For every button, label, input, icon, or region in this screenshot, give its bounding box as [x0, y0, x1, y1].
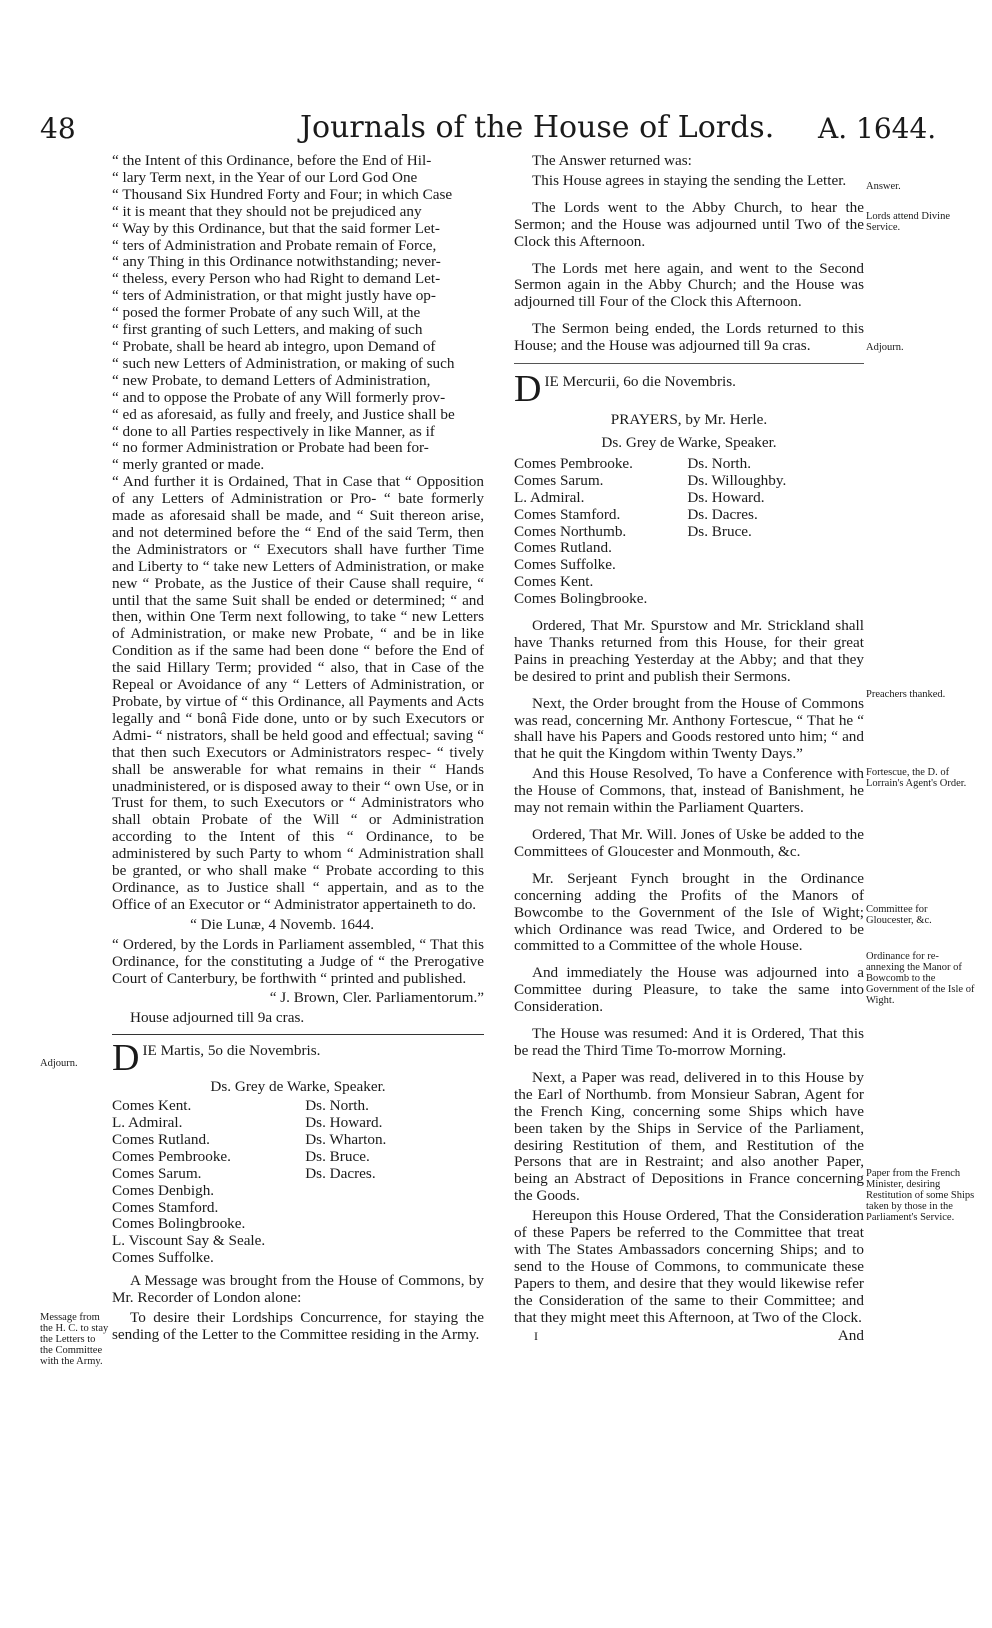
catchword: And: [837, 1327, 864, 1345]
paper-paragraph: Next, a Paper was read, delivered in to this House by the Earl of Northumb. from Monsieur Sabran, Agent for the French King, concerning some Ships which have been taken by the Ships in Service of the Parliament, desiring Restitution of them, and Restitution of the Persons that are in Restraint; and also another Paper, being an Abstract of Depositions in France concerning the Goods.: [514, 1068, 864, 1205]
prayers-line: PRAYERS, by Mr. Herle.: [610, 411, 768, 429]
sermon-ended-paragraph: The Sermon being ended, the Lords returned to this House; and the House was adjourned till 9a cras.: [514, 320, 864, 355]
speaker-line: Ds. Grey de Warke, Speaker.: [210, 1078, 386, 1096]
page-number: 48: [40, 112, 76, 145]
lords-went-paragraph: The Lords went to the Abby Church, to hear the Sermon; and the House was adjourned until Two of the Clock this Afternoon.: [514, 198, 864, 250]
margin-note-answer: Answer.: [866, 181, 901, 192]
attendance-name: Comes Rutland.: [112, 1130, 210, 1148]
attendance-name: Comes Pembrooke.: [514, 454, 633, 472]
adjourned-line: House adjourned till 9a cras.: [130, 1009, 305, 1027]
attendance-name: Ds. Dacres.: [687, 505, 758, 523]
attendance-name: Comes Kent.: [112, 1097, 192, 1115]
attendance-name: L. Admiral.: [112, 1114, 183, 1132]
ordinance-paragraph-2: “ And further it is Ordained, That in Case that “ Opposition of any Letters of Administration or Pro- “ bate formerly made as aforesaid shall be made, and “ Suit thereon arise, and not determined before the “ End of the said Term, then the Administrators or “ Executors shall have further Time and Liberty to “ take new Letters of Administration, or make new “ Probate, as the Justice of their Cause shall require, “ until that the same Suit shall be ended or determined; “ and then, within One Term next following, to take “ new Letters of Administration, or make new Probate, “ and be in like Condition as if the same had been done “ before the End of the said Hillary Term; provided “ also, that in Case of the Repeal or Avoidance of any “ Letters of Administration, or Probate, by virtue of “ this Ordinance, all Payments and Acts legally and “ bonâ Fide done, unto or by such Executors or Admi- “ nistrators, shall be held good and effectual; saving “ that then such Executors or Administrators respec- “ tively shall be answerable for what remains in their “ Hands unadministered, or is disposed away to their “ own Use, or in Trust for them, to such Executors or “ Administrators who shall obtain Probate of the Will “ or Administration according to the Intent of this “ Ordinance, to be administered by such Party to whom “ Administration shall be granted, or who shall make “ Probate according to this Ordinance, as to Justice shall “ appertain, and as to the Office of an Executor or “ Administrator appertaineth to do.: [112, 473, 484, 913]
ordinance-line: “ Thousand Six Hundred Forty and Four; in which Case: [112, 185, 453, 203]
ordinance-line: “ merly granted or made.: [112, 456, 265, 474]
attendance-name: Comes Sarum.: [514, 471, 604, 489]
dropcap-d: D: [514, 368, 542, 411]
margin-note-paper: Paper from the French Minister, desiring Restitution of some Ships taken by those in the Parliament's Service.: [866, 1168, 975, 1223]
day-heading: [112, 1037, 484, 1080]
attendance-name: Ds. Howard.: [687, 488, 765, 506]
ordinance-line: “ any Thing in this Ordinance notwithstanding; never-: [112, 253, 441, 271]
ordinance-line: “ new Probate, to demand Letters of Administration,: [112, 371, 431, 389]
ordinance-line: “ ters of Administration and Probate remain of Force,: [112, 236, 437, 254]
ordinance-line: “ it is meant that they should not be prejudiced any: [112, 202, 422, 220]
ordinance-line: “ no former Administration or Probate had been for-: [112, 439, 429, 457]
attendance-list: [112, 1098, 484, 1267]
ordinance-line: “ Probate, shall be heard ab integro, upon Demand of: [112, 337, 436, 355]
ordinance-lines: [112, 153, 484, 474]
attendance-name: L. Viscount Say & Seale.: [112, 1232, 266, 1250]
attendance-name: Comes Rutland.: [514, 539, 612, 557]
speaker-line: Ds. Grey de Warke, Speaker.: [601, 433, 777, 451]
clerk-signature: “ J. Brown, Cler. Parliamentorum.”: [269, 989, 484, 1007]
dropcap-d: D: [112, 1037, 140, 1080]
journal-title: Journals of the House of Lords.: [300, 110, 775, 145]
ordinance-line: “ the Intent of this Ordinance, before the End of Hil-: [112, 152, 432, 169]
hereupon-paragraph: Hereupon this House Ordered, That the Consideration of these Papers be referred to the Committee that treat with The States Ambassadors concerning Ships; and to send to the House of Commons, to communicate these Papers to them, and desire that they would likewise refer the Consideration of the same to their Committee; and that they might meet this Afternoon, at Two of the Clock.: [514, 1207, 864, 1326]
margin-note-adjourn-right: Adjourn.: [866, 342, 904, 353]
answer-text: This House agrees in staying the sending the Letter.: [532, 171, 847, 189]
attendance-name: Ds. Dacres.: [305, 1164, 376, 1182]
day-heading: [514, 368, 864, 411]
preachers-paragraph: Ordered, That Mr. Spurstow and Mr. Strickland shall have Thanks returned from this House, for their great Pains in preaching Yesterday at the Abby; and that they be desired to print and publish their Sermons.: [514, 617, 864, 685]
margin-note-message: Message from the H. C. to stay the Letters to the Committee with the Army.: [40, 1312, 109, 1367]
attendance-name: Comes Stamford.: [514, 505, 621, 523]
attendance-name: Comes Denbigh.: [112, 1181, 215, 1199]
resolved-paragraph: And this House Resolved, To have a Conference with the House of Commons, that, instead of Banishment, he may not remain within the Parliament Quarters.: [514, 765, 864, 817]
attendance-name: Ds. Bruce.: [305, 1147, 370, 1165]
attendance-name: Ds. Bruce.: [687, 522, 752, 540]
attendance-name: Comes Suffolke.: [112, 1249, 214, 1267]
signature-mark: I: [534, 1329, 538, 1344]
margin-note-lords-attend: Lords attend Divine Service.: [866, 211, 950, 233]
ordinance-line: “ ters of Administration, or that might justly have op-: [112, 287, 436, 305]
date-line: “ Die Lunæ, 4 Novemb. 1644.: [190, 915, 374, 933]
attendance-left: [514, 456, 647, 608]
section-divider: [514, 363, 864, 364]
attendance-name: Comes Bolingbrooke.: [514, 590, 648, 608]
margin-note-ordinance: Ordinance for re-annexing the Manor of Bowcomb to the Government of the Isle of Wight.: [866, 951, 975, 1006]
attendance-name: Ds. Willoughby.: [687, 471, 787, 489]
answer-returned: The Answer returned was:: [532, 152, 692, 169]
ordinance-line: “ ed as aforesaid, as fully and freely, and Justice shall be: [112, 405, 455, 423]
attendance-name: Comes Pembrooke.: [112, 1147, 231, 1165]
attendance-right: [305, 1098, 386, 1267]
attendance-name: Comes Sarum.: [112, 1164, 202, 1182]
fynch-paragraph: Mr. Serjeant Fynch brought in the Ordinance concerning adding the Profits of the Manors of Bowcombe to the Government of the Isle of Wight; which Ordinance was read Twice, and Ordered to be committed to a Committee of the whole House.: [514, 869, 864, 955]
ordinance-line: “ theless, every Person who had Right to demand Let-: [112, 270, 441, 288]
margin-note-fortescue: Fortescue, the D. of Lorrain's Agent's Order.: [866, 767, 967, 789]
ordinance-line: “ such new Letters of Administration, or making of such: [112, 354, 455, 372]
committee-paragraph: And immediately the House was adjourned into a Committee during Pleasure, to take the same into Consideration.: [514, 964, 864, 1016]
margin-note-preachers: Preachers thanked.: [866, 689, 946, 700]
attendance-name: Comes Northumb.: [514, 522, 627, 540]
attendance-name: L. Admiral.: [514, 488, 585, 506]
year-label: A. 1644.: [818, 112, 937, 145]
ordinance-line: “ done to all Parties respectively in like Manner, as if: [112, 422, 435, 440]
attendance-left: [112, 1098, 265, 1267]
fortescue-paragraph: Next, the Order brought from the House of Commons was read, concerning Mr. Anthony Fortescue, “ That he “ shall have his Papers and Goods restored unto him; “ and that he quit the Kingdom within Twenty Days.”: [514, 694, 864, 763]
attendance-list: [514, 456, 864, 608]
attendance-name: Ds. Wharton.: [305, 1130, 387, 1148]
ordinance-line: “ Way by this Ordinance, but that the said former Let-: [112, 219, 440, 237]
right-column: [514, 153, 864, 1346]
attendance-name: Comes Stamford.: [112, 1198, 219, 1216]
day-heading-text: IE Mercurii, 6o die Novembris.: [544, 373, 736, 391]
attendance-name: Comes Bolingbrooke.: [112, 1215, 246, 1233]
attendance-right: [687, 456, 786, 608]
ordered-paragraph: “ Ordered, by the Lords in Parliament assembled, “ That this Ordinance, for the constituting a Judge of “ the Prerogative Court of Canterbury, be forthwith “ printed and published.: [112, 935, 484, 987]
left-column: [112, 153, 484, 1344]
ordinance-line: “ first granting of such Letters, and making of such: [112, 321, 423, 339]
attendance-name: Comes Kent.: [514, 573, 594, 591]
attendance-name: Ds. North.: [687, 454, 752, 472]
ordinance-line: “ posed the former Probate of any such Will, at the: [112, 304, 421, 322]
margin-note-committee: Committee for Gloucester, &c.: [866, 904, 932, 926]
attendance-name: Ds. North.: [305, 1097, 369, 1115]
attendance-name: Ds. Howard.: [305, 1114, 383, 1132]
margin-note-adjourn: Adjourn.: [40, 1058, 78, 1069]
lords-met-paragraph: The Lords met here again, and went to the Second Sermon again in the Abby Church; and the House was adjourned till Four of the Clock this Afternoon.: [514, 259, 864, 311]
message-paragraph: A Message was brought from the House of Commons, by Mr. Recorder of London alone:: [112, 1272, 484, 1307]
section-divider: [112, 1034, 484, 1035]
desire-paragraph: To desire their Lordships Concurrence, for staying the sending of the Letter to the Committee residing in the Army.: [112, 1309, 484, 1343]
attendance-name: Comes Suffolke.: [514, 556, 616, 574]
ordinance-line: “ and to oppose the Probate of any Will formerly prov-: [112, 388, 446, 406]
day-heading-text: IE Martis, 5o die Novembris.: [142, 1042, 321, 1060]
resumed-paragraph: The House was resumed: And it is Ordered, That this be read the Third Time To-morrow Morning.: [514, 1025, 864, 1059]
ordinance-line: “ lary Term next, in the Year of our Lord God One: [112, 168, 418, 186]
jones-paragraph: Ordered, That Mr. Will. Jones of Uske be added to the Committees of Gloucester and Monmouth, &c.: [514, 826, 864, 860]
